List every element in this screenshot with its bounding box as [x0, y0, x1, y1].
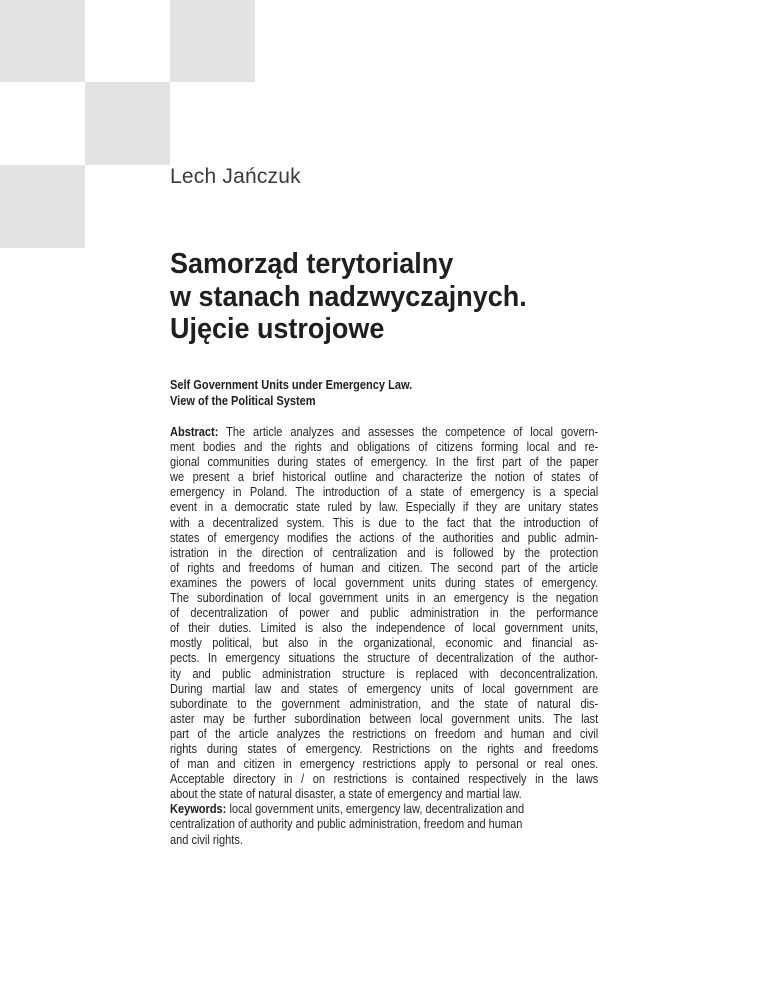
- abstract-line: pects. In emergency situations the structure of decentralization of the author-: [170, 650, 599, 666]
- decorative-square: [0, 165, 85, 248]
- abstract-line: with a decentralized system. This is due to the fact that the introduction of: [170, 514, 599, 530]
- abstract-line: subordinate to the government administration, and the state of natural dis-: [170, 695, 599, 711]
- keywords-line: centralization of authority and public administration, freedom and human: [170, 816, 523, 832]
- abstract-line: rights during states of emergency. Restrictions on the rights and freedoms: [170, 740, 599, 756]
- abstract-line: of man and citizen in emergency restrictions apply to personal or real ones.: [170, 756, 599, 772]
- article-title: [170, 248, 527, 346]
- abstract-line: [170, 424, 598, 439]
- abstract-line: ity and public administration structure is replaced with deconcentralization.: [170, 665, 599, 681]
- keywords-label: Keywords:: [170, 801, 227, 817]
- abstract-line: istration in the direction of centralization and is followed by the protection: [170, 544, 599, 560]
- title-line: Samorząd terytorialny: [170, 248, 454, 280]
- subtitle-line: Self Government Units under Emergency Law.: [170, 377, 413, 392]
- title-line: Ujęcie ustrojowe: [170, 313, 385, 345]
- keywords-line: and civil rights.: [170, 831, 243, 847]
- abstract-block: [170, 424, 598, 847]
- abstract-line: part of the article analyzes the restrictions on freedom and human and civil: [170, 725, 599, 741]
- abstract-line: mostly political, but also in the organizational, economic and financial as-: [170, 635, 599, 651]
- keywords-line-text: local government units, emergency law, decentralization and: [229, 801, 525, 817]
- decorative-square: [0, 0, 85, 82]
- abstract-line: event in a democratic state ruled by law. Especially if they are unitary states: [170, 499, 599, 515]
- subtitle-line: View of the Political System: [170, 393, 316, 408]
- decorative-square: [170, 0, 255, 82]
- abstract-line: During martial law and states of emergency units of local government are: [170, 680, 599, 696]
- abstract-line-text: The article analyzes and assesses the competence of local govern-: [226, 424, 599, 439]
- abstract-line: states of emergency modifies the actions of the authorities and public admin-: [170, 529, 599, 545]
- abstract-line: about the state of natural disaster, a state of emergency and martial law.: [170, 786, 522, 802]
- abstract-line: emergency in Poland. The introduction of a state of emergency is a special: [170, 484, 599, 500]
- abstract-line: examines the powers of local government units during states of emergency.: [170, 574, 599, 590]
- abstract-line: of rights and freedoms of human and citizen. The second part of the article: [170, 559, 599, 575]
- abstract-line: Acceptable directory in / on restrictions is contained respectively in the laws: [170, 771, 599, 787]
- author-name: Lech Jańczuk: [170, 165, 301, 188]
- abstract-line: aster may be further subordination between local government units. The last: [170, 710, 599, 726]
- english-subtitle: [170, 377, 598, 409]
- title-line: w stanach nadzwyczajnych.: [170, 280, 527, 313]
- abstract-line: of decentralization of power and public administration in the performance: [170, 605, 599, 621]
- abstract-line: The subordination of local government units in an emergency is the negation: [170, 590, 599, 606]
- abstract-line: of their duties. Limited is also the independence of local government units,: [170, 620, 599, 636]
- keywords-line: [170, 801, 598, 816]
- abstract-label: Abstract:: [170, 424, 219, 439]
- abstract-line: ment bodies and the rights and obligations of citizens forming local and re-: [170, 439, 599, 455]
- decorative-square: [85, 82, 170, 165]
- abstract-line: gional communities during states of emergency. In the first part of the paper: [170, 454, 599, 470]
- abstract-line: we present a brief historical outline and characterize the notion of states of: [170, 469, 599, 485]
